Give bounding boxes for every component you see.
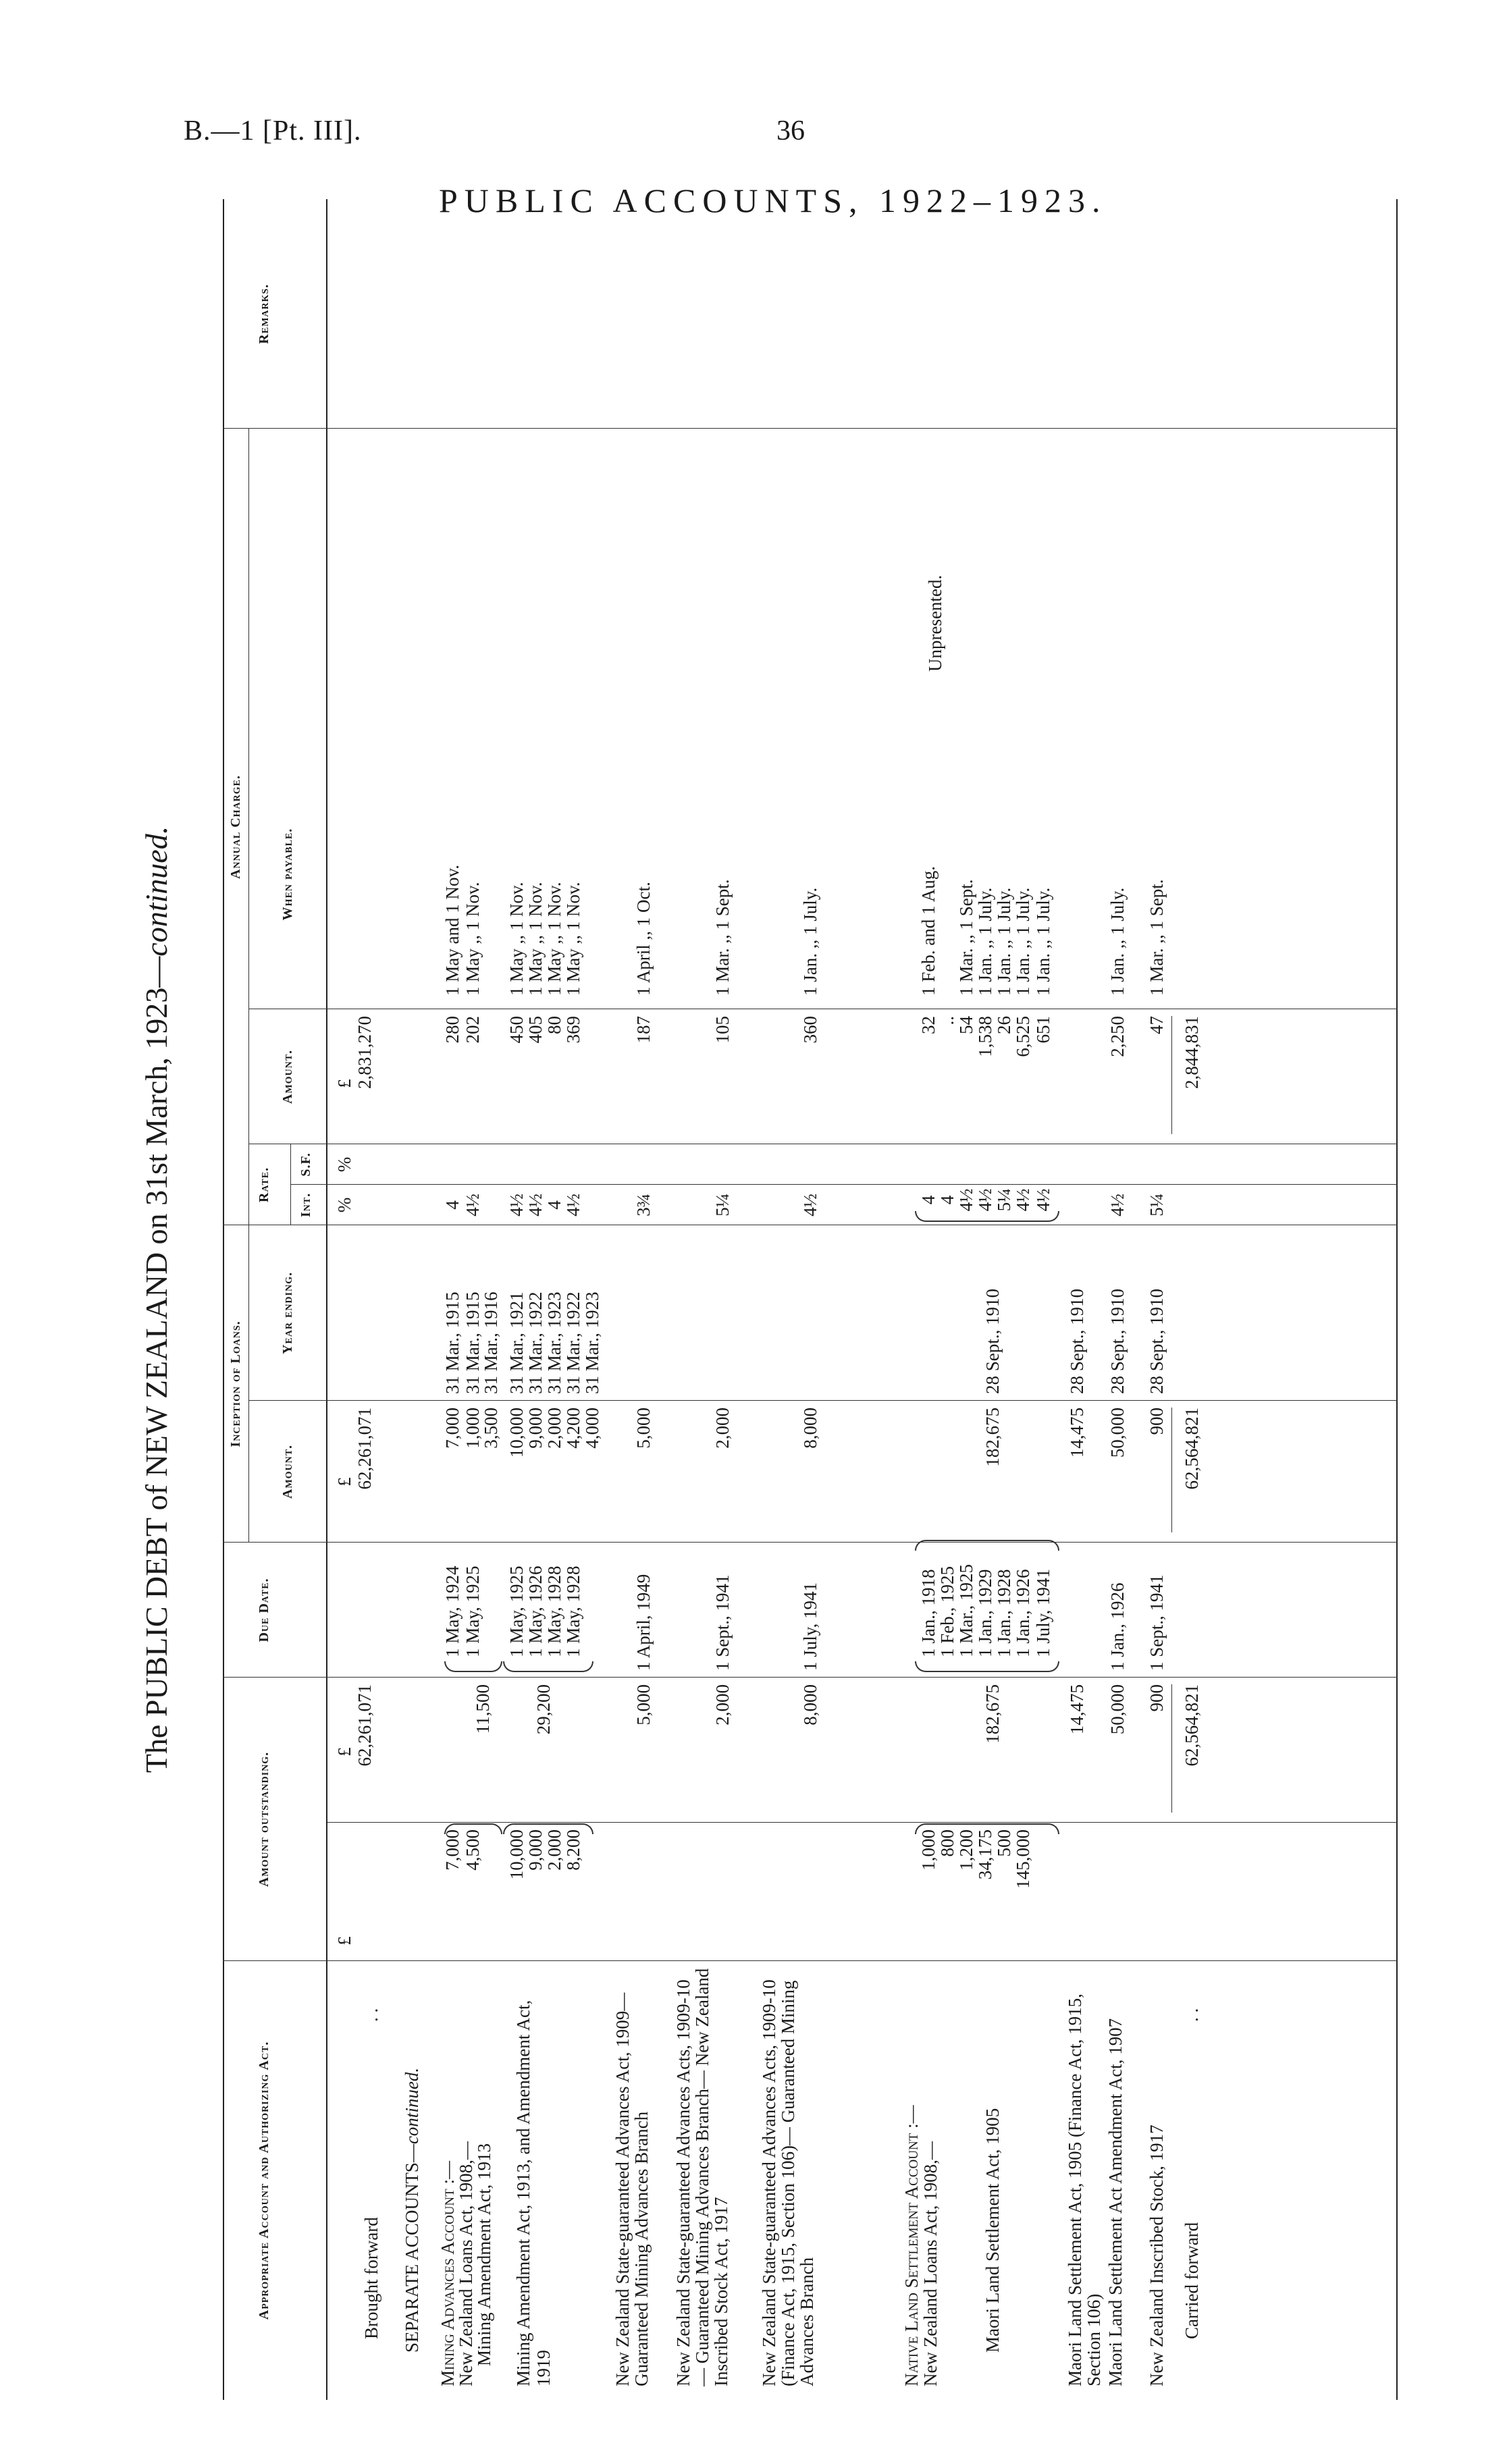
mining-row-year: 31 Mar., 1915 bbox=[462, 1291, 483, 1394]
state-guaranteed-2-inception: 2,000 bbox=[712, 1408, 733, 1449]
state-guaranteed-1-when: 1 April ,, 1 Oct. bbox=[633, 882, 654, 996]
maori-1907-year: 28 Sept., 1910 bbox=[1107, 1288, 1128, 1394]
native-row-when: 1 Jan. ,, 1 July. bbox=[1013, 887, 1033, 996]
mining-account-heading: Mining Advances Account :— bbox=[438, 2161, 458, 2386]
dots: . . bbox=[361, 2008, 381, 2022]
state-guaranteed-2-annual: 105 bbox=[712, 1016, 733, 1044]
mining-row-due: 1 May, 1925 bbox=[462, 1565, 483, 1657]
carried-forward-outstanding: 62,564,821 bbox=[1182, 1684, 1202, 1767]
mining-row-inception: 10,000 bbox=[506, 1408, 527, 1458]
maori-1907-label: Maori Land Settlement Act Amendment Act, 1907 bbox=[1105, 2018, 1126, 2386]
maori-1915-year: 28 Sept., 1910 bbox=[1067, 1288, 1087, 1394]
native-year-ending: 28 Sept., 1910 bbox=[982, 1288, 1003, 1394]
mining-row-inception: 4,000 bbox=[582, 1408, 602, 1449]
mining-row-when: 1 May ,, 1 Nov. bbox=[506, 882, 527, 996]
mining-row-annual: 369 bbox=[563, 1016, 583, 1044]
mining-row-when: 1 May and 1 Nov. bbox=[442, 865, 462, 996]
col-header-rate: Rate. bbox=[257, 1167, 271, 1203]
mining-row-rate: 4½ bbox=[525, 1194, 546, 1216]
mining-row-due: 1 May, 1928 bbox=[544, 1565, 564, 1657]
mining-act-label: New Zealand Loans Act, 1908,— bbox=[456, 2141, 476, 2386]
native-row-annual: .. bbox=[937, 1016, 957, 1025]
mining-row-inception: 9,000 bbox=[525, 1408, 546, 1449]
report-reference: B.—1 [Pt. III]. bbox=[184, 115, 362, 146]
bracket bbox=[503, 1661, 593, 1672]
native-row-due: 1 Jan., 1928 bbox=[994, 1569, 1014, 1657]
bracket bbox=[915, 1661, 1059, 1672]
inscribed-stock-when: 1 Mar. ,, 1 Sept. bbox=[1146, 879, 1167, 996]
unit-pound: £ bbox=[334, 1936, 354, 1946]
state-guaranteed-3-when: 1 Jan. ,, 1 July. bbox=[800, 887, 820, 996]
native-row-due: 1 Feb., 1925 bbox=[937, 1566, 957, 1657]
mining-row-inception: 3,500 bbox=[481, 1408, 501, 1449]
total-rule bbox=[1171, 1408, 1172, 1532]
mining-row-inception: 1,000 bbox=[462, 1408, 483, 1449]
maori-1915-outstanding: 14,475 bbox=[1067, 1684, 1087, 1735]
mining-row-rate: 4½ bbox=[563, 1194, 583, 1216]
unit-pound: £ bbox=[334, 1477, 354, 1487]
maori-1907-inception: 50,000 bbox=[1107, 1408, 1128, 1458]
brought-forward-annual: 2,831,270 bbox=[354, 1016, 375, 1089]
native-row-annual: 6,525 bbox=[1013, 1016, 1033, 1057]
mining-row-rate: 4½ bbox=[506, 1194, 527, 1216]
mining-subtotal: 11,500 bbox=[473, 1684, 493, 1734]
inscribed-stock-due: 1 Sept., 1941 bbox=[1146, 1574, 1167, 1671]
mining-row-due: 1 May, 1928 bbox=[563, 1565, 583, 1657]
mining-row-outstanding: 4,500 bbox=[462, 1829, 483, 1871]
inscribed-stock-label: New Zealand Inscribed Stock, 1917 bbox=[1146, 2124, 1167, 2386]
native-act-label: Maori Land Settlement Act, 1905 bbox=[982, 2108, 1003, 2353]
mining-row-year: 31 Mar., 1923 bbox=[544, 1291, 564, 1394]
state-guaranteed-2-rate: 5¼ bbox=[712, 1194, 733, 1216]
page-title: PUBLIC ACCOUNTS, 1922–1923. bbox=[439, 182, 1107, 219]
maori-1907-outstanding: 50,000 bbox=[1107, 1684, 1128, 1735]
inception-rule bbox=[248, 1225, 249, 1543]
state-guaranteed-3-due: 1 July, 1941 bbox=[800, 1582, 820, 1671]
native-row-due: 1 July, 1941 bbox=[1033, 1568, 1053, 1657]
mining-row-annual: 405 bbox=[525, 1016, 546, 1044]
native-row-annual: 26 bbox=[994, 1016, 1014, 1034]
state-guaranteed-3-rate: 4½ bbox=[800, 1194, 820, 1216]
native-subtotal: 182,675 bbox=[982, 1684, 1003, 1744]
mining-row-rate: 4½ bbox=[462, 1194, 483, 1216]
native-inception: 182,675 bbox=[982, 1408, 1003, 1467]
col-divider bbox=[223, 1960, 1398, 1961]
brought-forward-outstanding: 62,261,071 bbox=[354, 1684, 375, 1767]
public-debt-table bbox=[139, 199, 1398, 2400]
mining-row-outstanding: 10,000 bbox=[506, 1829, 527, 1880]
col-header-rate-sf: S.F. bbox=[298, 1152, 313, 1177]
native-row-when: 1 Jan. ,, 1 July. bbox=[1033, 887, 1053, 996]
native-row-outstanding: 800 bbox=[937, 1829, 957, 1857]
inscribed-stock-year: 28 Sept., 1910 bbox=[1146, 1288, 1167, 1394]
state-guaranteed-1-due: 1 April, 1949 bbox=[633, 1574, 654, 1671]
col-header-inception: Inception of Loans. bbox=[228, 1320, 243, 1447]
state-guaranteed-2-when: 1 Mar. ,, 1 Sept. bbox=[712, 879, 733, 996]
mining-row-rate: 4 bbox=[544, 1200, 564, 1210]
native-row-when: 1 Jan. ,, 1 July. bbox=[975, 887, 995, 996]
col-divider bbox=[223, 428, 1398, 429]
col-header-due-date: Due Date. bbox=[257, 1578, 271, 1642]
native-row-due: 1 Jan., 1926 bbox=[1013, 1569, 1033, 1657]
maori-1915-inception: 14,475 bbox=[1067, 1408, 1087, 1458]
state-guaranteed-1-label: New Zealand State-guaranteed Advances Act, 1909— Guaranteed Mining Advances Branch bbox=[612, 1992, 652, 2386]
mining-row-annual: 280 bbox=[442, 1016, 462, 1044]
rate-rule bbox=[290, 1144, 291, 1225]
mining-row-outstanding: 8,200 bbox=[563, 1829, 583, 1871]
col-header-remarks: Remarks. bbox=[257, 284, 271, 344]
col-header-inception-amount: Amount. bbox=[280, 1444, 295, 1499]
annual-rule bbox=[248, 429, 249, 1225]
carried-forward-label: Carried forward bbox=[1182, 2222, 1202, 2339]
state-guaranteed-2-label: New Zealand State-guaranteed Advances Acts, 1909-10— Guaranteed Mining Advances Branch— New Zealand Inscribed Stock Act, 1917 bbox=[673, 1968, 731, 2386]
separate-accounts-heading: SEPARATE ACCOUNTS—continued. bbox=[402, 2067, 422, 2353]
state-guaranteed-2-outstanding: 2,000 bbox=[712, 1684, 733, 1725]
maori-1915-label: Maori Land Settlement Act, 1905 (Finance Act, 1915, Section 106) bbox=[1065, 1993, 1104, 2386]
mining-row-due: 1 May, 1926 bbox=[525, 1565, 546, 1657]
bracket bbox=[915, 1540, 1059, 1551]
mining-row-year: 31 Mar., 1915 bbox=[442, 1291, 462, 1394]
mining-row-rate: 4 bbox=[442, 1200, 462, 1210]
mining-row-outstanding: 9,000 bbox=[525, 1829, 546, 1871]
native-row-outstanding: 145,000 bbox=[1013, 1829, 1033, 1889]
mining-act-label: Mining Amendment Act, 1913 bbox=[474, 2143, 494, 2366]
native-act-label: New Zealand Loans Act, 1908,— bbox=[920, 2141, 941, 2386]
mining-row-when: 1 May ,, 1 Nov. bbox=[563, 882, 583, 996]
carried-forward-annual: 2,844,831 bbox=[1182, 1016, 1202, 1089]
native-row-annual: 1,538 bbox=[975, 1016, 995, 1057]
carried-forward-inception: 62,564,821 bbox=[1182, 1408, 1202, 1490]
col-divider bbox=[223, 1677, 1398, 1678]
mining-subtotal: 29,200 bbox=[533, 1684, 554, 1735]
inscribed-stock-outstanding: 900 bbox=[1146, 1684, 1167, 1712]
state-guaranteed-3-label: New Zealand State-guaranteed Advances Acts, 1909-10 (Finance Act, 1915, Section 106)— Guaranteed Mining Advances Branch bbox=[759, 1979, 817, 2386]
unit-percent: % bbox=[334, 1197, 354, 1213]
mining-row-outstanding: 7,000 bbox=[442, 1829, 462, 1871]
native-row-due: 1 Mar., 1925 bbox=[956, 1564, 976, 1657]
page-number: 36 bbox=[776, 115, 805, 146]
mining-row-annual: 450 bbox=[506, 1016, 527, 1044]
native-row-when: 1 Mar. ,, 1 Sept. bbox=[956, 879, 976, 996]
col-divider bbox=[248, 1400, 1398, 1401]
mining-row-year: 31 Mar., 1923 bbox=[582, 1291, 602, 1394]
brought-forward-label: Brought forward bbox=[361, 2217, 381, 2339]
state-guaranteed-1-inception: 5,000 bbox=[633, 1408, 654, 1449]
brought-forward-inception: 62,261,071 bbox=[354, 1408, 375, 1490]
mining-row-when: 1 May ,, 1 Nov. bbox=[544, 882, 564, 996]
inscribed-stock-annual: 47 bbox=[1146, 1016, 1167, 1034]
col-header-annual-amount: Amount. bbox=[280, 1049, 295, 1104]
native-row-outstanding: 1,200 bbox=[956, 1829, 976, 1871]
mining-row-annual: 80 bbox=[544, 1016, 564, 1034]
native-row-rate: 4½ bbox=[975, 1188, 995, 1212]
native-row-when: 1 Feb. and 1 Aug. bbox=[918, 866, 938, 996]
state-guaranteed-3-outstanding: 8,000 bbox=[800, 1684, 820, 1725]
maori-1907-rate: 4½ bbox=[1107, 1194, 1128, 1216]
state-guaranteed-3-annual: 360 bbox=[800, 1016, 820, 1044]
col-header-annual-charge: Annual Charge. bbox=[228, 775, 243, 880]
state-guaranteed-1-outstanding: 5,000 bbox=[633, 1684, 654, 1725]
state-guaranteed-3-inception: 8,000 bbox=[800, 1408, 820, 1449]
mining-row-when: 1 May ,, 1 Nov. bbox=[525, 882, 546, 996]
native-row-outstanding: 1,000 bbox=[918, 1829, 938, 1871]
maori-1907-annual: 2,250 bbox=[1107, 1016, 1128, 1057]
state-guaranteed-1-annual: 187 bbox=[633, 1016, 654, 1044]
remark-unpresented: Unpresented. bbox=[925, 574, 945, 672]
native-row-rate: 4 bbox=[937, 1195, 957, 1205]
inscribed-stock-rate: 5¼ bbox=[1146, 1194, 1167, 1216]
mining-row-year: 31 Mar., 1922 bbox=[525, 1291, 546, 1394]
unit-percent: % bbox=[334, 1156, 354, 1173]
mining-row-outstanding: 2,000 bbox=[544, 1829, 564, 1871]
inscribed-stock-inception: 900 bbox=[1146, 1408, 1167, 1435]
mining-row-year: 31 Mar., 1921 bbox=[506, 1291, 527, 1394]
state-guaranteed-2-due: 1 Sept., 1941 bbox=[712, 1574, 733, 1671]
mining-row-due: 1 May, 1925 bbox=[506, 1565, 527, 1657]
native-row-rate: 4½ bbox=[1013, 1188, 1033, 1212]
native-row-due: 1 Jan., 1929 bbox=[975, 1569, 995, 1657]
native-row-annual: 54 bbox=[956, 1016, 976, 1034]
native-account-heading: Native Land Settlement Account :— bbox=[901, 2105, 922, 2386]
col-header-when-payable: When payable. bbox=[280, 828, 295, 921]
native-row-annual: 32 bbox=[918, 1016, 938, 1034]
col-divider bbox=[327, 1822, 1398, 1823]
state-guaranteed-1-rate: 3¾ bbox=[633, 1194, 654, 1216]
unit-pound: £ bbox=[334, 1079, 354, 1088]
native-row-annual: 651 bbox=[1033, 1016, 1053, 1044]
native-row-rate: 4½ bbox=[956, 1188, 976, 1212]
mining-row-due: 1 May, 1924 bbox=[442, 1565, 462, 1657]
mining-row-when: 1 May ,, 1 Nov. bbox=[462, 882, 483, 996]
unit-pound: £ bbox=[334, 1747, 354, 1757]
col-divider bbox=[223, 1542, 1398, 1543]
native-row-due: 1 Jan., 1918 bbox=[918, 1569, 938, 1657]
col-header-outstanding: Amount outstanding. bbox=[257, 1751, 271, 1887]
col-header-rate-int: Int. bbox=[298, 1192, 313, 1218]
mining-row-inception: 7,000 bbox=[442, 1408, 462, 1449]
maori-1907-when: 1 Jan. ,, 1 July. bbox=[1107, 887, 1128, 996]
native-row-outstanding: 500 bbox=[994, 1829, 1014, 1857]
mining-row-inception: 4,200 bbox=[563, 1408, 583, 1449]
col-header-year-ending: Year ending. bbox=[280, 1272, 295, 1355]
total-rule bbox=[1171, 1016, 1172, 1134]
mining-act-label: Mining Amendment Act, 1913, and Amendment Act, 1919 bbox=[513, 2000, 554, 2386]
table-caption: The PUBLIC DEBT of NEW ZEALAND on 31st March, 1923—continued. bbox=[139, 826, 174, 1773]
native-row-when: 1 Jan. ,, 1 July. bbox=[994, 887, 1014, 996]
maori-1907-due: 1 Jan., 1926 bbox=[1107, 1582, 1128, 1671]
dots: . . bbox=[1182, 2008, 1202, 2022]
native-row-outstanding: 34,175 bbox=[975, 1829, 995, 1880]
mining-row-year: 31 Mar., 1916 bbox=[481, 1291, 501, 1394]
total-rule bbox=[1171, 1684, 1172, 1813]
mining-row-year: 31 Mar., 1922 bbox=[563, 1291, 583, 1394]
mining-row-annual: 202 bbox=[462, 1016, 483, 1044]
native-row-rate: 4 bbox=[918, 1195, 938, 1205]
bracket bbox=[444, 1661, 502, 1672]
col-header-act: Appropriate Account and Authorizing Act. bbox=[257, 2041, 271, 2320]
mining-row-inception: 2,000 bbox=[544, 1408, 564, 1449]
native-row-rate: 4½ bbox=[1033, 1188, 1053, 1212]
native-row-rate: 5¼ bbox=[994, 1188, 1014, 1212]
